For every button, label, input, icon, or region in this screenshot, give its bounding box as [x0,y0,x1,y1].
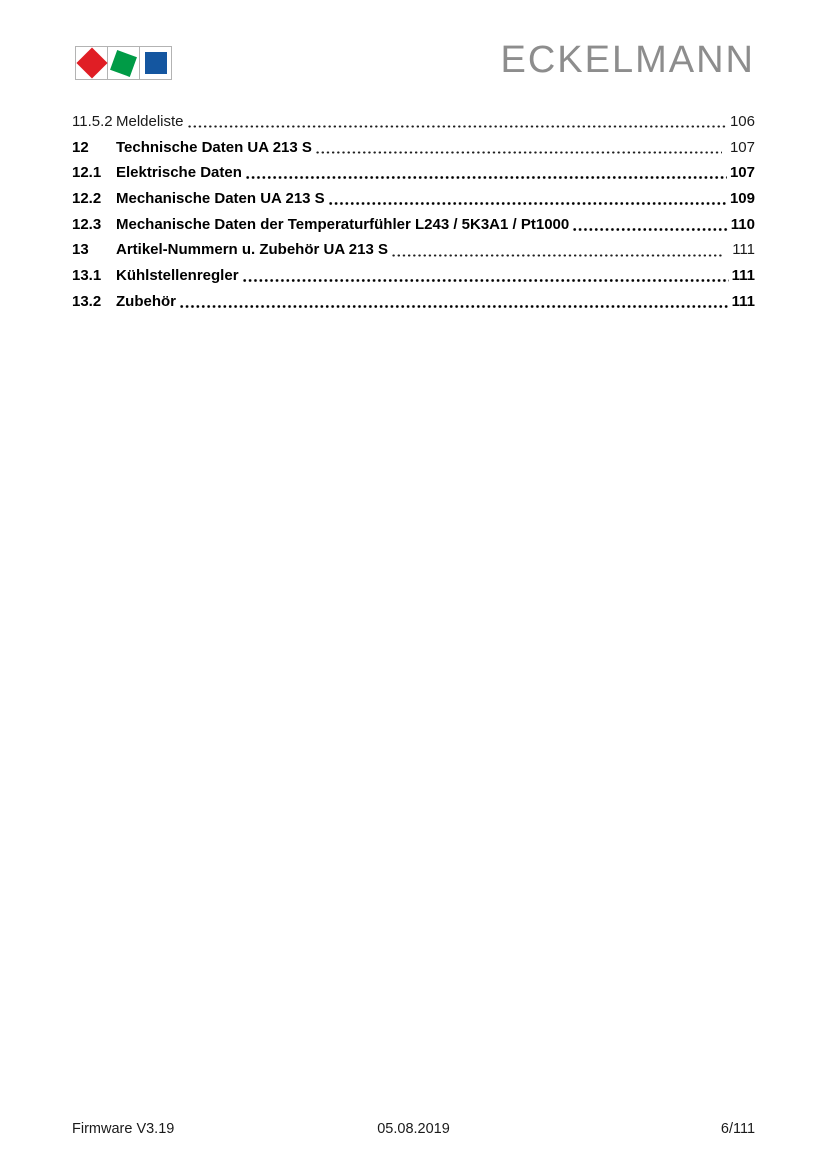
logo-cell-blue [140,47,171,79]
toc-entry-page: 107 [729,138,755,156]
toc-entry-page: 106 [729,113,755,130]
toc-entry-title: Technische Daten UA 213 S [116,138,312,156]
dot-leader [315,135,722,161]
eckelmann-logo [75,46,172,80]
toc-entry-page: 107 [729,164,755,182]
toc-entry[interactable] [72,212,755,238]
red-diamond-icon [76,47,107,78]
dot-leader [179,289,729,315]
table-of-contents [72,109,755,314]
toc-entry[interactable] [72,263,755,289]
toc-entry-title: Meldeliste [116,113,184,130]
footer-date: 05.08.2019 [377,1121,450,1137]
dot-leader [391,237,724,263]
toc-entry-number: 12.1 [72,164,102,182]
toc-entry-title: Zubehör [116,292,176,310]
toc-entry-title: Mechanische Daten UA 213 S [116,189,325,207]
toc-entry[interactable] [72,109,755,135]
toc-entry-number: 11.5.2 [72,113,113,130]
toc-entry-number: 13 [72,241,89,259]
page-footer [72,1120,755,1138]
toc-entry[interactable] [72,237,755,263]
toc-entry-page: 109 [729,189,755,207]
toc-entry[interactable] [72,289,755,315]
toc-entry-number: 12 [72,138,89,156]
toc-entry-number: 13.1 [72,266,102,284]
toc-entry[interactable] [72,160,755,186]
toc-entry-title: Elektrische Daten [116,164,242,182]
toc-entry-page: 111 [731,292,755,310]
toc-entry[interactable] [72,135,755,161]
dot-leader [187,109,727,135]
toc-entry[interactable] [72,186,755,212]
dot-leader [328,186,727,212]
toc-entry-page: 111 [731,266,755,284]
dot-leader [572,212,728,238]
toc-entry-title: Artikel-Nummern u. Zubehör UA 213 S [116,241,388,259]
green-square-icon [110,50,137,77]
toc-entry-page: 110 [730,215,755,233]
toc-entry-title: Kühlstellenregler [116,266,239,284]
dot-leader [242,263,729,289]
dot-leader [245,160,727,186]
toc-entry-title: Mechanische Daten der Temperaturfühler L243 / 5K3A1 / Pt1000 [116,215,570,233]
footer-page-indicator: 6/111 [720,1121,756,1137]
toc-entry-number: 13.2 [72,292,102,310]
footer-firmware-version: Firmware V3.19 [72,1121,175,1137]
logo-cell-red [76,47,108,79]
logo-cell-green [108,47,140,79]
blue-square-icon [145,52,167,74]
toc-entry-page: 111 [732,241,755,259]
toc-entry-number: 12.2 [72,189,102,207]
toc-entry-number: 12.3 [72,215,102,233]
brand-wordmark: ECKELMANN [500,39,755,81]
